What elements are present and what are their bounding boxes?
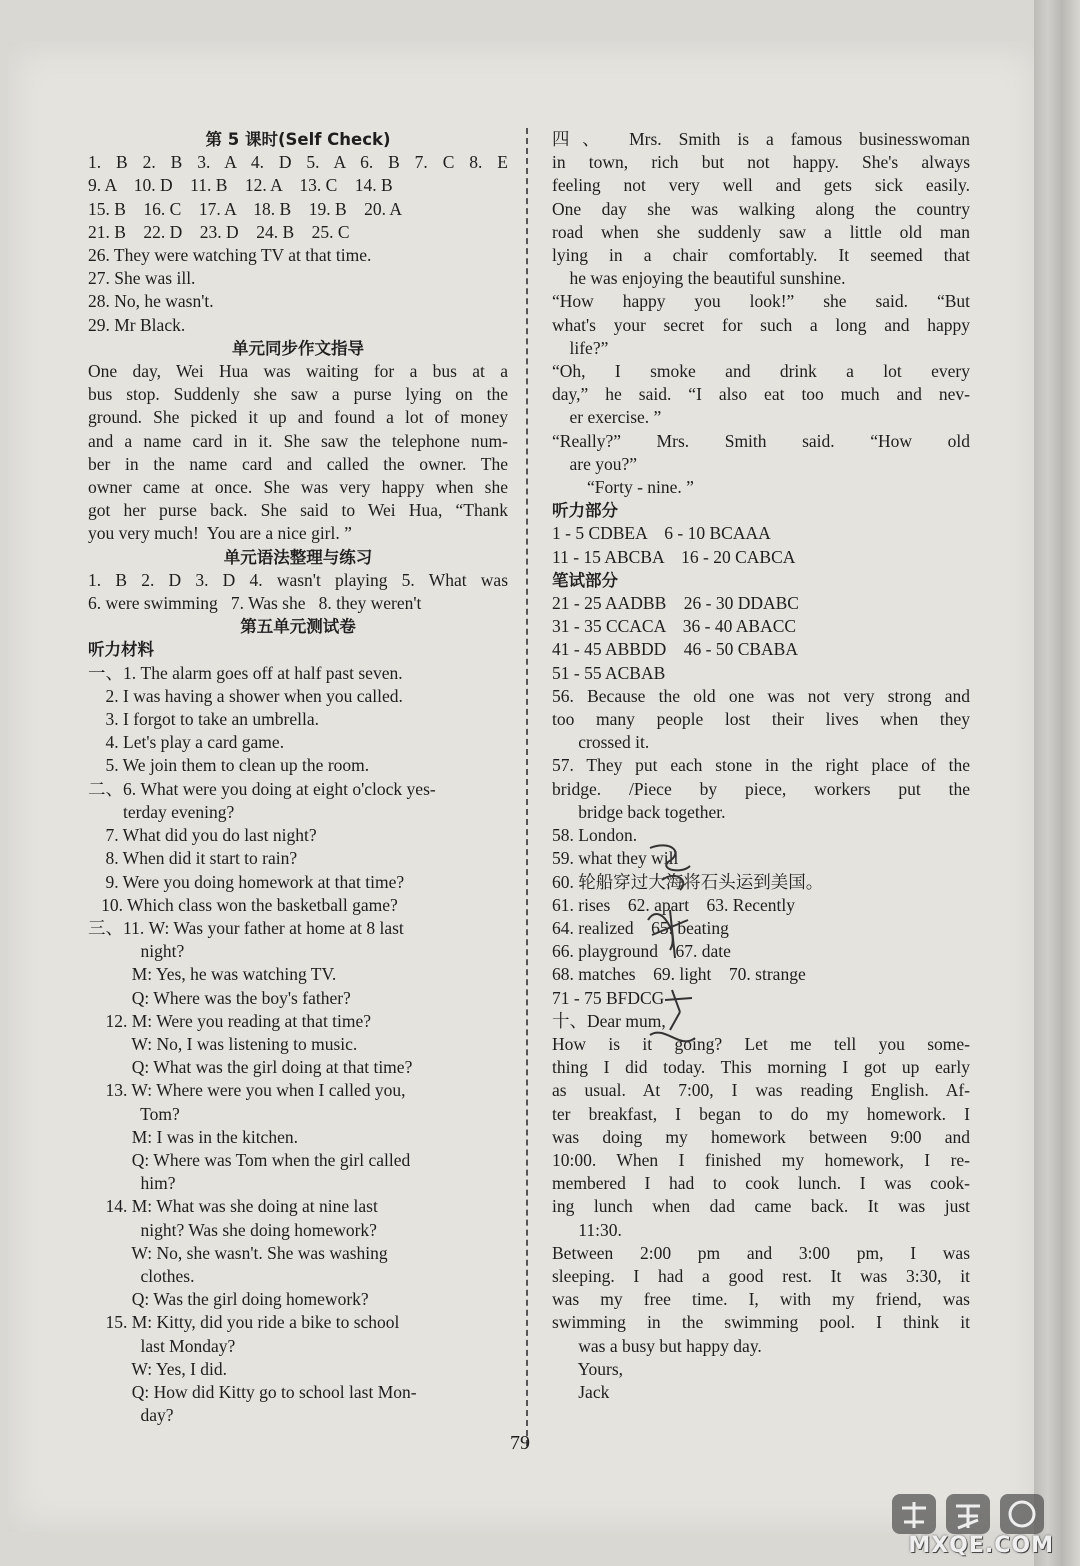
right-column-line: 64. realized 65. beating [552,917,729,938]
right-column-line: 31 - 35 CCACA 36 - 40 ABACC [552,616,797,637]
right-column-line: 11 - 15 ABCBA 16 - 20 CABCA [552,546,796,567]
left-column-line: 9. Were you doing homework at that time? [88,871,405,892]
right-column-line: 21 - 25 AADBB 26 - 30 DDABC [552,593,799,614]
right-column-line: crossed it. [552,732,650,753]
left-column-line: 三、11. W: Was your father at home at 8 last [88,917,404,938]
right-column-line: 71 - 75 BFDCG [552,987,665,1008]
right-column-line: One day she was walking along the country [552,198,970,219]
right-column-line: 59. what they will [552,848,679,869]
left-column-line: M: Yes, he was watching TV. [88,964,337,985]
left-column-line: Q: Where was the boy's father? [88,987,351,1008]
left-column-line: 单元同步作文指导 [232,338,364,358]
left-column-line: night? [88,941,185,962]
right-column-line: was doing my homework between 9:00 and [552,1126,970,1147]
left-column-line: 听力材料 [88,640,154,660]
right-column-line: How is it going? Let me tell you some- [552,1033,970,1054]
right-column-line: road when she suddenly saw a little old man [552,221,970,242]
left-column-line: him? [88,1173,176,1194]
right-column-line: 56. Because the old one was not very strong and [552,685,970,706]
left-column-line: 28. No, he wasn't. [88,291,214,312]
right-column-line: 10:00. When I finished my homework, I re- [552,1149,970,1170]
left-column-line: 3. I forgot to take an umbrella. [88,709,320,730]
left-column-line: owner came at once. She was very happy when she [88,477,508,498]
right-column-line: “Forty - nine. ” [552,477,694,498]
left-column-line: 29. Mr Black. [88,314,186,335]
left-column-line: M: I was in the kitchen. [88,1126,298,1147]
right-column-line: Yours, [552,1358,623,1379]
left-column-line: W: No, she wasn't. She was washing [88,1242,388,1263]
left-column-line: terday evening? [88,801,235,822]
right-column-line: lying in a chair comfortably. It seemed that [552,245,970,266]
left-column-line: 9. A 10. D 11. B 12. A 13. C 14. B [88,175,393,196]
left-column-line: 单元语法整理与练习 [223,547,373,567]
right-column-line: 51 - 55 ACBAB [552,662,666,683]
left-column-line: Q: What was the girl doing at that time? [88,1057,413,1078]
right-answer-column [552,128,970,1404]
left-column-line: Q: Was the girl doing homework? [88,1289,369,1310]
right-column-line: 11:30. [552,1219,622,1240]
right-column-line: bridge back together. [552,801,726,822]
left-column-line: 8. When did it start to rain? [88,848,298,869]
right-column-line: as usual. At 7:00, I was reading English. Af- [552,1080,970,1101]
left-column-line: 5. We join them to clean up the room. [88,755,370,776]
left-column-line: 1. B 2. D 3. D 4. wasn't playing 5. What was [88,569,508,590]
right-column-line: sleeping. I had a good rest. It was 3:30, it [552,1265,970,1286]
left-column-line: Tom? [88,1103,180,1124]
right-column-line: was my free time. I, with my friend, was [552,1289,970,1310]
right-column-line: 41 - 45 ABBDD 46 - 50 CBABA [552,639,798,660]
right-column-line: 听力部分 [552,501,618,521]
left-column-line: 1. B 2. B 3. A 4. D 5. A 6. B 7. C 8. E [88,152,508,173]
right-column-line: ing lunch when dad came back. It was just [552,1196,970,1217]
right-column-line: 四、 Mrs. Smith is a famous businesswoman [552,129,970,149]
left-column-line: day? [88,1405,174,1426]
left-column-line: ber in the name card and called the owner. The [88,453,508,474]
left-column-line: 13. W: Where were you when I called you, [88,1080,406,1101]
right-column-line: 1 - 5 CDBEA 6 - 10 BCAAA [552,523,771,544]
right-column-line: 60. 轮船穿过大海将石头运到美国。 [552,871,824,892]
right-column-line: too many people lost their lives when they [552,709,970,730]
right-column-line: 58. London. [552,825,638,846]
left-column-line: 第 5 课时(Self Check) [205,130,391,149]
left-column-line: Q: Where was Tom when the girl called [88,1149,411,1170]
right-column-line: he was enjoying the beautiful sunshine. [552,268,846,289]
left-column-line: 15. B 16. C 17. A 18. B 19. B 20. A [88,198,403,219]
left-column-line: 10. Which class won the basketball game? [88,894,398,915]
page-number: 79 [510,1432,530,1454]
left-column-line: 27. She was ill. [88,268,196,289]
right-column-line: what's your secret for such a long and happy [552,314,970,335]
left-answer-column [88,128,508,1427]
right-column-line: thing I did today. This morning I got up early [552,1057,970,1078]
left-column-line: 6. were swimming 7. Was she 8. they weren't [88,593,422,614]
left-column-line: 4. Let's play a card game. [88,732,285,753]
left-column-line: W: Yes, I did. [88,1358,228,1379]
left-column-line: you very much! You are a nice girl. ” [88,523,352,544]
right-column-line: feeling not very well and gets sick easily. [552,175,970,196]
left-column-line: ground. She picked it up and found a lot of money [88,407,508,428]
right-column-line: 笔试部分 [552,570,618,590]
watermark-site: MXQE.COM [908,1533,1054,1558]
right-column-line: ter breakfast, I began to do my homework. I [552,1103,970,1124]
right-column-line: in town, rich but not happy. She's always [552,152,970,173]
page-edge [1034,0,1080,1566]
right-column-line: 57. They put each stone in the right place of the [552,755,970,776]
left-column-line: got her purse back. She said to Wei Hua, “Thank [88,500,508,521]
left-column-line: 7. What did you do last night? [88,825,317,846]
right-column-line: “How happy you look!” she said. “But [552,291,970,312]
left-column-line: last Monday? [88,1335,236,1356]
right-column-line: are you?” [552,453,638,474]
right-column-line: life?” [552,337,609,358]
left-column-line: and a name card in it. She saw the telephone num- [88,430,508,451]
left-column-line: bus stop. Suddenly she saw a purse lying on the [88,384,508,405]
left-column-line: Q: How did Kitty go to school last Mon- [88,1381,417,1402]
left-column-line: clothes. [88,1265,195,1286]
left-column-line: 第五单元测试卷 [240,617,356,637]
right-column-line: day,” he said. “I also eat too much and nev- [552,384,970,405]
column-divider [526,128,528,1446]
right-column-line: 68. matches 69. light 70. strange [552,964,806,985]
left-column-line: 12. M: Were you reading at that time? [88,1010,372,1031]
left-column-line: W: No, I was listening to music. [88,1033,358,1054]
right-column-line: 66. playground 67. date [552,941,731,962]
left-column-line: 14. M: What was she doing at nine last [88,1196,378,1217]
right-column-line: was a busy but happy day. [552,1335,762,1356]
right-column-line: “Really?” Mrs. Smith said. “How old [552,430,970,451]
right-column-line: Between 2:00 pm and 3:00 pm, I was [552,1242,970,1263]
left-column-line: night? Was she doing homework? [88,1219,377,1240]
left-column-line: 二、6. What were you doing at eight o'clock yes- [88,778,436,799]
left-column-line: 一、1. The alarm goes off at half past seven. [88,662,403,683]
handwritten-marks [640,840,720,1060]
right-column-line: er exercise. ” [552,407,662,428]
left-column-line: One day, Wei Hua was waiting for a bus at a [88,361,508,382]
right-column-line: bridge. /Piece by piece, workers put the [552,778,970,799]
left-column-line: 2. I was having a shower when you called. [88,685,403,706]
right-column-line: membered I had to cook lunch. I was cook- [552,1173,970,1194]
left-column-line: 15. M: Kitty, did you ride a bike to school [88,1312,400,1333]
left-column-line: 21. B 22. D 23. D 24. B 25. C [88,221,350,242]
right-column-line: swimming in the swimming pool. I think it [552,1312,970,1333]
left-column-line: 26. They were watching TV at that time. [88,245,372,266]
right-column-line: Jack [552,1381,610,1402]
right-column-line: 十、Dear mum, [552,1010,666,1031]
right-column-line: “Oh, I smoke and drink a lot every [552,361,970,382]
right-column-line: 61. rises 62. apart 63. Recently [552,894,796,915]
